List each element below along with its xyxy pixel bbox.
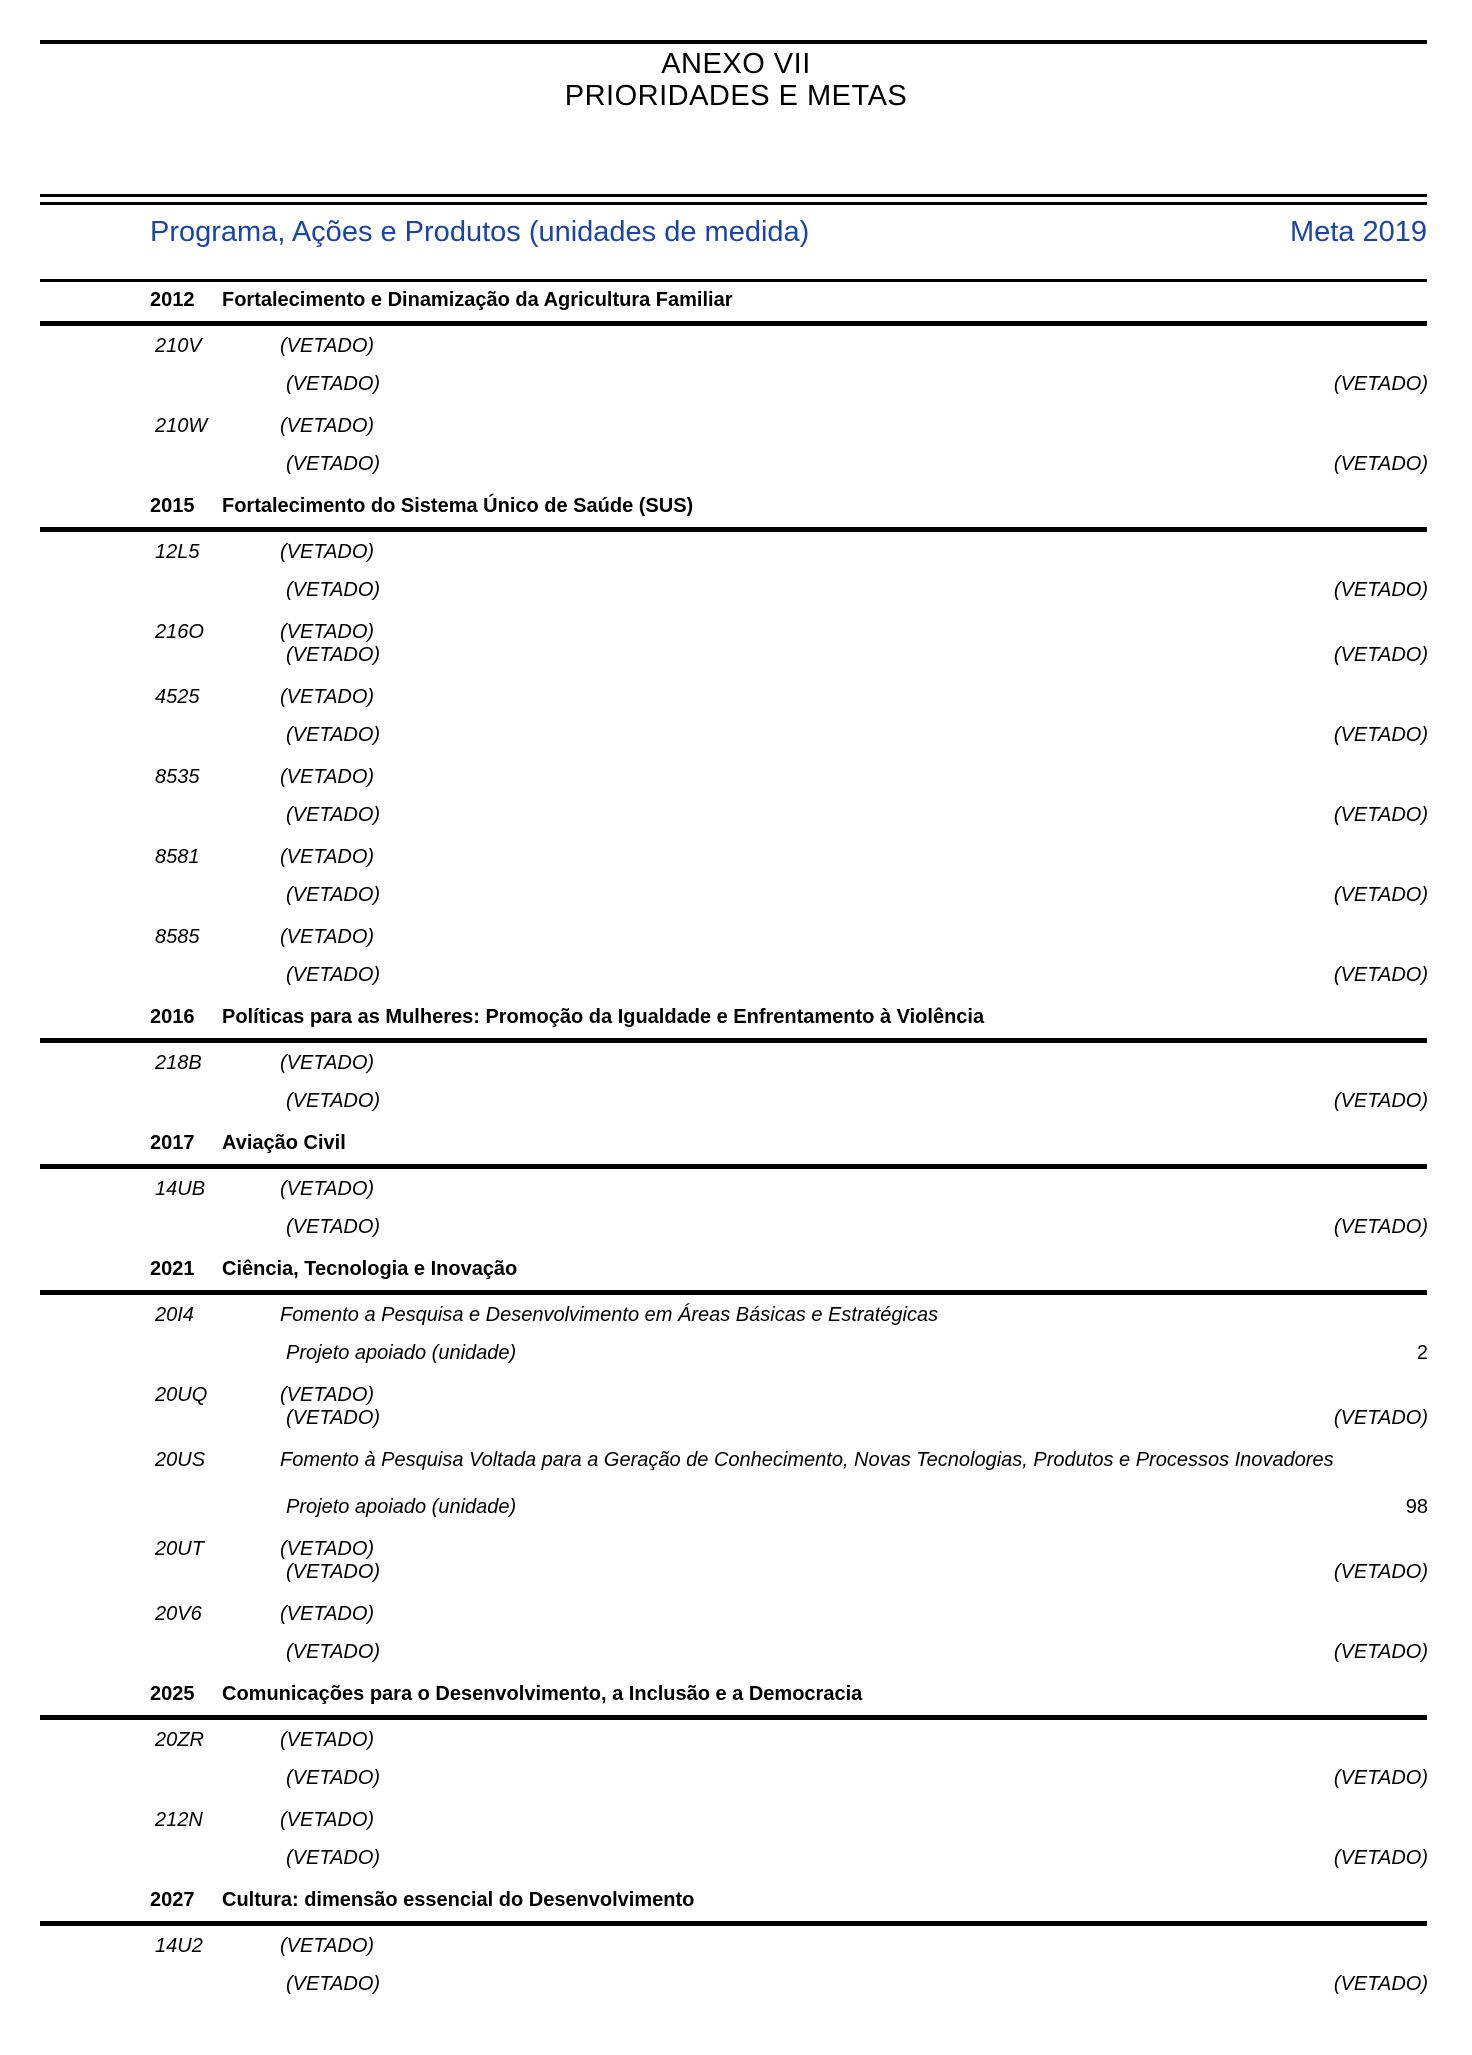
product-name: (VETADO) (286, 1216, 381, 1238)
action-code: 4525 (155, 686, 200, 708)
meta-value: (VETADO) (1333, 884, 1428, 906)
meta-value: (VETADO) (1333, 1847, 1428, 1869)
meta-value: (VETADO) (1333, 453, 1428, 475)
program-separator-rule (40, 321, 1427, 326)
product-name: (VETADO) (286, 1407, 381, 1429)
action-name: (VETADO) (280, 766, 375, 788)
action-name: (VETADO) (280, 1538, 375, 1560)
action-row (0, 415, 1472, 438)
action-code: 8581 (155, 846, 200, 868)
program-separator-rule (40, 1290, 1427, 1295)
action-row (0, 846, 1472, 869)
meta-value: (VETADO) (1333, 1767, 1428, 1789)
meta-value: (VETADO) (1333, 964, 1428, 986)
product-name: (VETADO) (286, 1767, 381, 1789)
product-name: Projeto apoiado (unidade) (286, 1496, 517, 1518)
program-code: 2025 (150, 1683, 195, 1705)
action-name: (VETADO) (280, 1603, 375, 1625)
product-row (0, 1561, 1472, 1584)
product-row (0, 804, 1472, 827)
action-name: (VETADO) (280, 1935, 375, 1957)
action-code: 8585 (155, 926, 200, 948)
product-row (0, 884, 1472, 907)
action-code: 212N (155, 1809, 203, 1831)
action-code: 14UB (155, 1178, 206, 1200)
action-name: (VETADO) (280, 541, 375, 563)
meta-value: (VETADO) (1333, 579, 1428, 601)
product-name: (VETADO) (286, 1090, 381, 1112)
action-name: (VETADO) (280, 1384, 375, 1406)
product-row (0, 964, 1472, 987)
product-row (0, 579, 1472, 602)
top-rule (40, 40, 1427, 44)
product-row (0, 724, 1472, 747)
action-row (0, 926, 1472, 949)
table-body (0, 289, 1472, 1996)
action-name: (VETADO) (280, 1052, 375, 1074)
meta-value: (VETADO) (1333, 1973, 1428, 1995)
program-title: Fortalecimento e Dinamização da Agricultura Familiar (222, 289, 733, 311)
program-title: Ciência, Tecnologia e Inovação (222, 1258, 518, 1280)
product-name: Projeto apoiado (unidade) (286, 1342, 517, 1364)
program-code: 2015 (150, 495, 195, 517)
action-name: (VETADO) (280, 1809, 375, 1831)
meta-value: (VETADO) (1333, 724, 1428, 746)
action-row (0, 1304, 1472, 1327)
program-separator-rule (40, 1164, 1427, 1169)
product-name: (VETADO) (286, 373, 381, 395)
action-name: (VETADO) (280, 686, 375, 708)
column-header-program: Programa, Ações e Produtos (unidades de medida) (150, 216, 810, 248)
program-row (0, 1006, 1472, 1029)
product-row (0, 1216, 1472, 1239)
action-code: 210W (155, 415, 208, 437)
action-name: Fomento a Pesquisa e Desenvolvimento em Áreas Básicas e Estratégicas (280, 1304, 939, 1326)
product-row (0, 373, 1472, 396)
action-code: 20ZR (155, 1729, 204, 1751)
action-code: 20US (155, 1449, 206, 1471)
program-title: Aviação Civil (222, 1132, 346, 1154)
program-title: Cultura: dimensão essencial do Desenvolvimento (222, 1889, 695, 1911)
meta-value: (VETADO) (1333, 1561, 1428, 1583)
action-name: (VETADO) (280, 415, 375, 437)
meta-value: 98 (1405, 1496, 1428, 1518)
product-row (0, 1767, 1472, 1790)
program-row (0, 495, 1472, 518)
program-code: 2021 (150, 1258, 195, 1280)
meta-value: (VETADO) (1333, 373, 1428, 395)
action-code: 216O (155, 621, 204, 643)
program-title: Políticas para as Mulheres: Promoção da Igualdade e Enfrentamento à Violência (222, 1006, 985, 1028)
program-row (0, 1683, 1472, 1706)
action-code: 20UT (155, 1538, 204, 1560)
action-code: 20V6 (155, 1603, 202, 1625)
program-code: 2027 (150, 1889, 195, 1911)
program-row (0, 289, 1472, 312)
product-name: (VETADO) (286, 724, 381, 746)
program-row (0, 1889, 1472, 1912)
action-name: (VETADO) (280, 621, 375, 643)
action-row (0, 686, 1472, 709)
action-code: 12L5 (155, 541, 200, 563)
program-separator-rule (40, 527, 1427, 532)
document-title (0, 48, 1472, 112)
program-separator-rule (40, 1038, 1427, 1043)
meta-value: (VETADO) (1333, 1641, 1428, 1663)
product-row (0, 1496, 1472, 1519)
product-name: (VETADO) (286, 644, 381, 666)
table-header (150, 216, 1427, 249)
program-separator-rule (40, 1921, 1427, 1926)
header-rule (40, 279, 1427, 282)
action-code: 14U2 (155, 1935, 203, 1957)
action-row (0, 1729, 1472, 1752)
column-header-meta: Meta 2019 (1289, 216, 1427, 248)
product-row (0, 1342, 1472, 1365)
double-rule-bar-2 (40, 202, 1427, 205)
action-row (0, 1178, 1472, 1201)
program-code: 2017 (150, 1132, 195, 1154)
action-code: 20I4 (155, 1304, 194, 1326)
action-row (0, 541, 1472, 564)
action-row (0, 1052, 1472, 1075)
program-row (0, 1132, 1472, 1155)
action-name: (VETADO) (280, 335, 375, 357)
action-row (0, 1603, 1472, 1626)
product-name: (VETADO) (286, 884, 381, 906)
double-rule-bar-1 (40, 194, 1427, 197)
product-row (0, 1641, 1472, 1664)
action-row (0, 1538, 1472, 1561)
action-name: (VETADO) (280, 846, 375, 868)
action-row (0, 1384, 1472, 1407)
action-row (0, 621, 1472, 644)
program-title: Fortalecimento do Sistema Único de Saúde (SUS) (222, 495, 694, 517)
product-name: (VETADO) (286, 1847, 381, 1869)
action-name: (VETADO) (280, 1178, 375, 1200)
action-code: 210V (155, 335, 202, 357)
title-line-1: ANEXO VII (661, 48, 811, 80)
meta-value: (VETADO) (1333, 644, 1428, 666)
title-line-2: PRIORIDADES E METAS (564, 80, 908, 112)
product-row (0, 453, 1472, 476)
action-row (0, 335, 1472, 358)
action-name: (VETADO) (280, 926, 375, 948)
meta-value: (VETADO) (1333, 1407, 1428, 1429)
table-top-double-rule (40, 194, 1427, 205)
product-row (0, 1973, 1472, 1996)
product-name: (VETADO) (286, 1973, 381, 1995)
action-row (0, 1809, 1472, 1832)
program-row (0, 1258, 1472, 1281)
product-row (0, 644, 1472, 667)
action-code: 8535 (155, 766, 200, 788)
product-row (0, 1847, 1472, 1870)
action-row (0, 766, 1472, 789)
action-row (0, 1449, 1472, 1472)
meta-value: (VETADO) (1333, 1090, 1428, 1112)
action-code: 218B (155, 1052, 202, 1074)
action-row (0, 1935, 1472, 1958)
product-name: (VETADO) (286, 964, 381, 986)
product-row (0, 1407, 1472, 1430)
product-name: (VETADO) (286, 1561, 381, 1583)
meta-value: 2 (1416, 1342, 1428, 1364)
product-name: (VETADO) (286, 579, 381, 601)
document-page (0, 40, 1472, 2055)
product-name: (VETADO) (286, 1641, 381, 1663)
action-name: Fomento à Pesquisa Voltada para a Geração de Conhecimento, Novas Tecnologias, Produtos e Processos Inovadores (280, 1449, 1334, 1471)
product-name: (VETADO) (286, 453, 381, 475)
product-name: (VETADO) (286, 804, 381, 826)
program-code: 2012 (150, 289, 195, 311)
product-row (0, 1090, 1472, 1113)
meta-value: (VETADO) (1333, 1216, 1428, 1238)
action-code: 20UQ (155, 1384, 208, 1406)
meta-value: (VETADO) (1333, 804, 1428, 826)
program-separator-rule (40, 1715, 1427, 1720)
program-title: Comunicações para o Desenvolvimento, a Inclusão e a Democracia (222, 1683, 863, 1705)
action-name: (VETADO) (280, 1729, 375, 1751)
program-code: 2016 (150, 1006, 195, 1028)
